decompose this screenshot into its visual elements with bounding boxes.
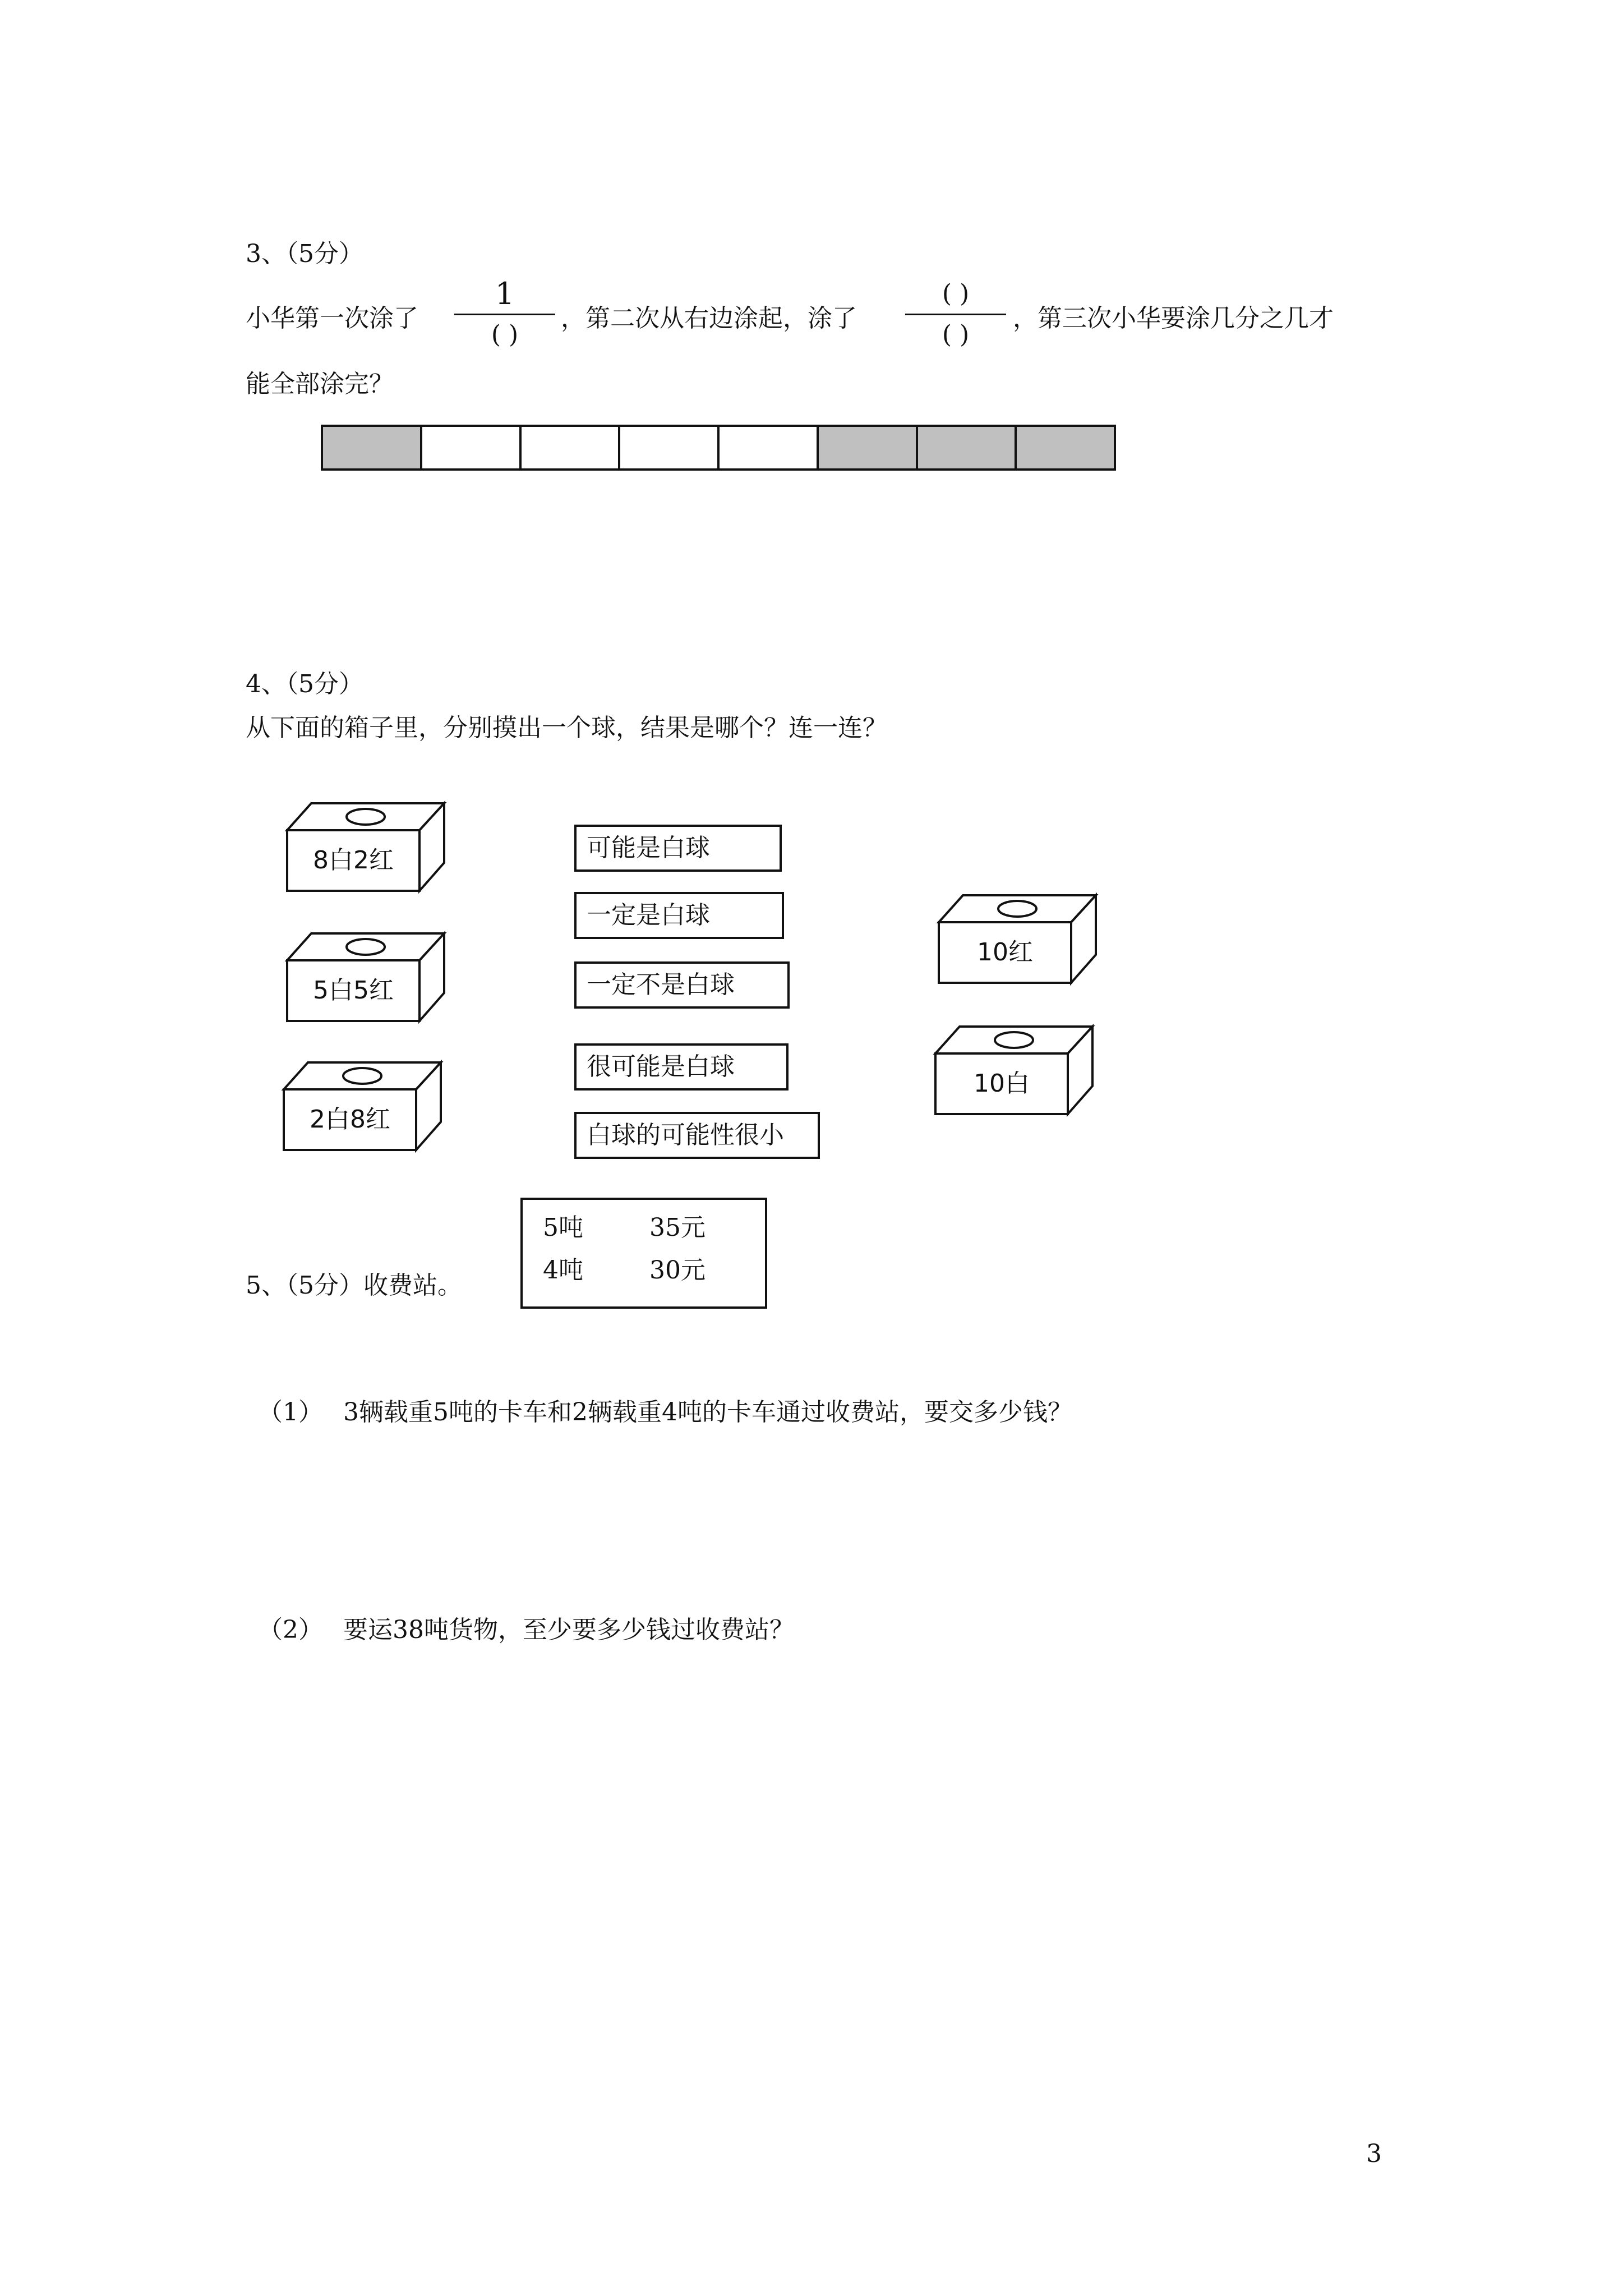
- strip-cell: [522, 427, 621, 468]
- box-label: 5白5红: [313, 976, 394, 1005]
- q3-text-d: 能全部涂完？: [246, 370, 394, 398]
- toll-fee-table: [520, 1198, 767, 1309]
- q3-fraction-1: [454, 277, 555, 352]
- q4-heading: 4、（5分）: [246, 670, 363, 698]
- box-label: 2白8红: [310, 1105, 390, 1134]
- q5-sub1-text: 3辆载重5吨的卡车和2辆载重4吨的卡车通过收费站，要交多少钱？: [343, 1398, 1072, 1427]
- fraction-bar: [905, 314, 1006, 315]
- fee-price: 35元: [649, 1213, 706, 1242]
- q3-text-a: 小华第一次涂了: [246, 304, 418, 333]
- fee-row: [543, 1211, 706, 1245]
- option-label[interactable]: 一定不是白球: [574, 961, 790, 1009]
- fee-tons: 4吨: [543, 1256, 583, 1285]
- q5-heading: 5、（5分）收费站。: [246, 1271, 462, 1300]
- q5-sub2-text: 要运38吨货物，至少要多少钱过收费站？: [343, 1616, 794, 1644]
- q5-sub2-label: （2）: [258, 1616, 323, 1644]
- q3-text-b: ，第二次从右边涂起，涂了: [561, 304, 857, 333]
- q5-sub1-label: （1）: [258, 1398, 323, 1427]
- q3-fraction-2: [905, 277, 1006, 352]
- q3-heading: 3、（5分）: [246, 240, 363, 268]
- q3-fraction-2-denominator: ( ): [942, 320, 970, 349]
- option-label[interactable]: 很可能是白球: [574, 1043, 789, 1091]
- q3-fraction-1-denominator: ( ): [491, 320, 519, 349]
- strip-cell: [422, 427, 522, 468]
- fee-tons: 5吨: [543, 1213, 583, 1242]
- strip-cell-shaded: [323, 427, 422, 468]
- page-number: 3: [1366, 2139, 1382, 2168]
- q4-instruction: 从下面的箱子里，分别摸出一个球，结果是哪个？连一连？: [246, 714, 887, 742]
- fee-row: [543, 1254, 706, 1287]
- strip-cell-shaded: [918, 427, 1017, 468]
- q3-fraction-1-numerator: 1: [495, 276, 515, 311]
- q3-text-c: ，第三次小华要涂几分之几才: [1013, 304, 1334, 333]
- fraction-bar: [454, 314, 555, 315]
- option-label[interactable]: 白球的可能性很小: [574, 1112, 820, 1159]
- option-label[interactable]: 可能是白球: [574, 825, 782, 872]
- fee-price: 30元: [649, 1256, 706, 1285]
- q3-fraction-2-numerator: ( ): [942, 279, 970, 308]
- strip-cell: [720, 427, 819, 468]
- box-label: 10白: [974, 1069, 1030, 1098]
- box-label: 8白2红: [313, 846, 394, 875]
- option-label[interactable]: 一定是白球: [574, 892, 784, 939]
- strip-cell-shaded: [1017, 427, 1114, 468]
- strip-cell: [620, 427, 720, 468]
- box-label: 10红: [977, 938, 1033, 967]
- paint-strip: [321, 425, 1116, 471]
- strip-cell-shaded: [819, 427, 918, 468]
